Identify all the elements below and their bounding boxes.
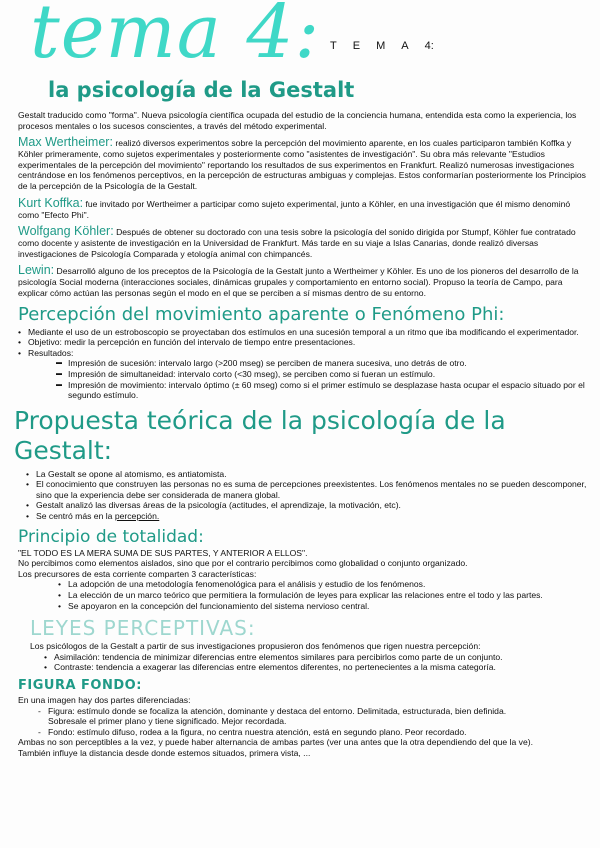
author-name: Lewin: [18,263,55,278]
author-text: Desarrolló alguno de los preceptos de la Psicología de la Gestalt junto a Wertheimer y Köhler. Es uno de los pioneros del desarrollo de la psicología Social moderna (interacciones sociales, dinámicas grupales y comportamiento en entorno social). Propuso la teoría de Campo, para explicar cómo actúan las personas según el modo en el que se perciben a sí mismas dentro de su entorno. [18,266,579,298]
list-item: • Objetivo: medir la percepción en función del intervalo de tiempo entre presentaciones. [18,337,588,348]
list-item: • El conocimiento que construyen las personas no es suma de percepciones preexistentes. Los fenómenos mentales no se pueden descomponer, sino que la experiencia debe ser considerada de manera global. [26,479,588,500]
letter: E [352,40,361,52]
letter: M [376,40,386,52]
list-item: • La elección de un marco teórico que permitiera la formulación de leyes para explicar las relaciones entre el todo y las partes. [58,590,588,601]
letter: 4: [424,40,434,52]
intro-paragraph: Gestalt traducido como "forma". Nueva psicología científica ocupada del estudio de la conciencia humana, entendida esta como la experiencia, los procesos mentales o los sucesos conscientes, a través del método experimental. [18,110,577,131]
list-item: • Resultados: [18,348,588,359]
underlined-text: percepción. [114,511,160,522]
author-name: Wolfgang Köhler: [18,224,114,239]
text-line: Los psicólogos de la Gestalt a partir de sus investigaciones propusieron dos fenómenos que rigen nuestra percepción: [30,641,481,652]
list-item: - Figura: estímulo donde se focaliza la atención, dominante y destaca del entorno. Delimitada, estructurada, bien definida. Sobresale el primer plano y tiene significado. Mejor recordada. [38,706,518,727]
phi-section [18,327,588,401]
propuesta-section [26,469,588,522]
letter: T [330,40,337,52]
heading-figura-fondo: FIGURA FONDO: [18,678,142,693]
text-line: También influye la distancia desde donde estemos situados, primera vista, ... [18,747,311,758]
text-line: Ambas no son perceptibles a la vez, y puede haber alternancia de ambas partes (ver una antes que la otra dependiendo del que la ve). [18,737,534,748]
list-item: • La Gestalt se opone al atomismo, es antiatomista. [26,469,588,480]
heading-totalidad: Principio de totalidad: [18,526,204,547]
author-kohler [18,225,588,259]
list-item: • Se apoyaron en la concepción del funcionamiento del sistema nervioso central. [58,601,588,612]
author-name: Max Wertheimer: [18,135,113,150]
letter: A [401,40,409,52]
document-body [14,110,588,764]
list-item: ▬ Impresión de sucesión: intervalo largo (>200 mseg) se perciben de manera sucesiva, uno detrás de otro. [56,358,588,369]
author-text: fue invitado por Wertheimer a participar como sujeto experimental, junto a Köhler, en una investigación que él mismo denominó como "Efecto Phi". [18,198,571,220]
heading-leyes: LEYES PERCEPTIVAS: [30,616,256,641]
heading-phi: Percepción del movimiento aparente o Fenómeno Phi: [18,303,505,325]
leyes-section [30,641,588,673]
quote: "EL TODO ES LA MERA SUMA DE SUS PARTES, Y ANTERIOR A ELLOS". [18,547,308,558]
list-item: - Fondo: estímulo difuso, rodea a la figura, no centra nuestra atención, está en segundo plano. Peor recordado. [38,727,518,738]
list-item: • La adopción de una metodología fenomenológica para el análisis y estudio de los fenómenos. [58,579,588,590]
list-item: • Asimilación: tendencia de minimizar diferencias entre elementos similares para percibirlos como parte de un conjunto. [44,652,588,663]
text-line: No percibimos como elementos aislados, sino que por el contrario percibimos como globalidad o conjunto organizado. [18,558,468,569]
figura-section [18,695,588,759]
author-name: Kurt Koffka: [18,195,84,210]
list-item: ▬ Impresión de simultaneidad: intervalo corto (<30 mseg), se perciben como si fueran un estímulo. [56,369,588,380]
author-text: realizó diversos experimentos sobre la percepción del movimiento aparente, en los cuales participaron también Koffka y Köhler primeramente, como sujetos experimentales y posteriormente como "asistentes de investigación". Su obra más relevante "Estudios experimentales de la percepción del movimiento" reportando los resultados de sus experimentos en Frankfurt. Realizó numerosas investigaciones centrándose en los fenómenos perceptivos, en la percepción de estructuras ambiguas y complejas. Estos conformarían posteriormente los Principios de la percepción de la Psicología de la Gestalt. [18,138,586,191]
list-item: • Mediante el uso de un estroboscopio se proyectaban dos estímulos en una sucesión temporal a un ritmo que iba modificando el experimentador. [18,327,588,338]
totalidad-section [18,548,588,612]
author-lewin [18,264,588,298]
list-item: ▬ Impresión de movimiento: intervalo óptimo (± 60 mseg) como si el primer estímulo se desplazase hasta ocupar el espacio situado por el segundo estímulo. [56,380,588,401]
list-item: • Gestalt analizó las diversas áreas de la psicología (actitudes, el aprendizaje, la motivación, etc). [26,500,588,511]
spaced-title [330,40,450,53]
author-koffka [18,197,588,221]
page-title: tema 4: [30,0,321,75]
author-text: Después de obtener su doctorado con una tesis sobre la psicología del sonido dirigida por Stumpf, Köhler fue contratado como docente y asistente de investigación en la Universidad de Frankfurt. Más tarde en su viaje a Islas Canarias, donde realizó diversas investigaciones de Psicología Comparada y etología animal con chimpancés. [18,227,576,259]
heading-propuesta: Propuesta teórica de la psicología de la Gestalt: [14,405,506,465]
author-wertheimer [18,136,588,191]
page-subtitle: la psicología de la Gestalt [48,78,355,102]
text: Se centró más en la [36,511,115,522]
text-line: En una imagen hay dos partes diferenciadas: [18,695,191,705]
text-line: Los precursores de esta corriente comparten 3 características: [18,568,257,579]
list-item [26,511,588,522]
list-item: • Contraste: tendencia a exagerar las diferencias entre elementos diferentes, no pertenecientes a la misma categoría. [44,662,588,673]
